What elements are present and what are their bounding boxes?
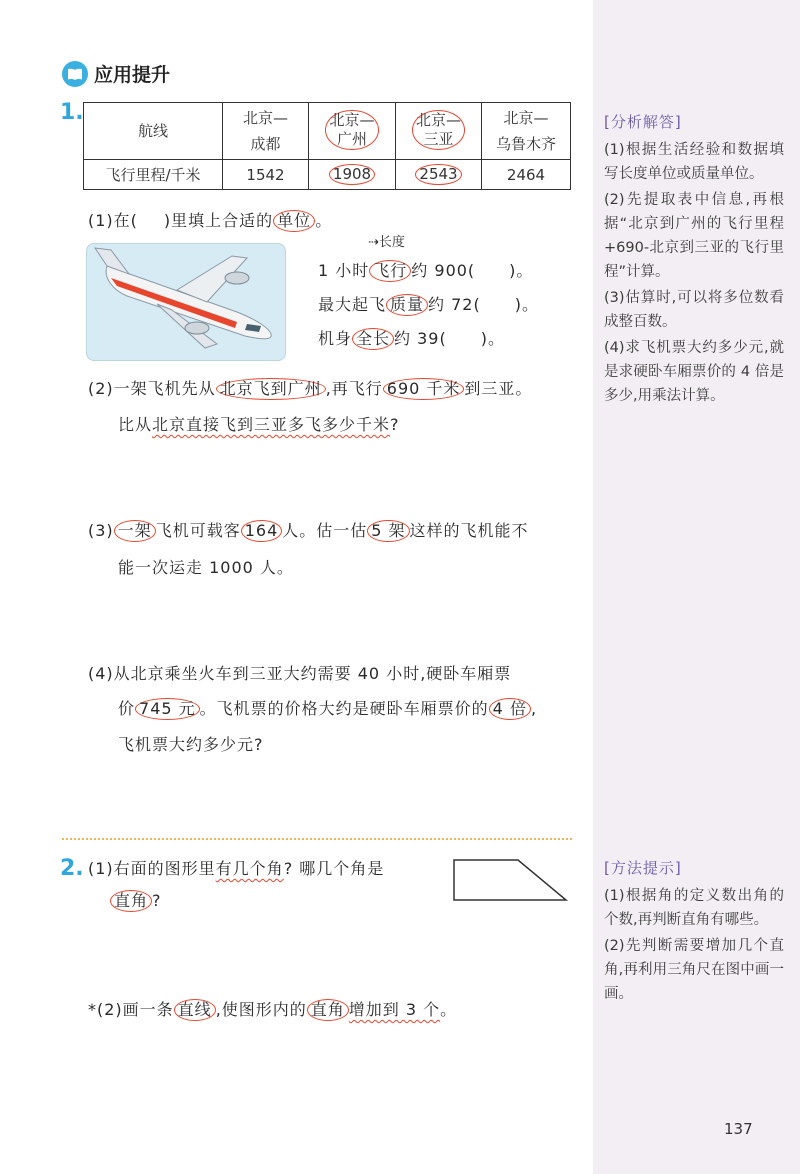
sub-question-3: (3) 一架 飞机可载客 164 人。估一估 5 架 这样的飞机能不 [88,521,529,540]
flight-table [83,102,571,190]
method-item: (1)根据角的定义数出角的个数,再判断直角有哪些。 [604,888,784,928]
annotation-circle: 164 [241,520,283,542]
section-divider [62,838,572,840]
sub-question-3-line2: 能一次运走 1000 人。 [118,558,294,577]
airplane-image [86,243,286,361]
sub-question-4-line2: 价 745 元 。飞机票的价格大约是硬卧车厢票价的 4 倍 , [118,699,538,718]
analysis-item: (1)根据生活经验和数据填写长度单位或质量单位。 [604,142,784,182]
annotation-circle: 直角 [307,999,349,1021]
analysis-item: (2)先提取表中信息,再根据“北京到广州的飞行里程+690-北京到三亚的飞行里程”计算。 [604,192,784,280]
table-row [84,160,571,190]
question-number: 2. [60,856,84,881]
sub-question-1: (1)在( )里填上合适的 单位 。 [88,211,333,230]
table-row [84,103,571,160]
analysis-item: (4)求飞机票大约多少元,就是求硬卧车厢票价的 4 倍是多少,用乘法计算。 [604,340,784,404]
fill-line: 1 小时 飞行 约 900( )。 [318,261,534,280]
annotation-circle: 全长 [352,328,394,350]
wavy-underline: 有几个角 [215,859,284,878]
sub-question-4: (4)从北京乘坐火车到三亚大约需要 40 小时,硬卧车厢票 [88,664,512,683]
table-cell [396,160,482,190]
annotation-circle: 北京— 三亚 [412,110,465,150]
fill-line: 最大起飞 质量 约 72( )。 [318,295,539,314]
table-cell [309,160,396,190]
question-number: 1. [60,100,84,125]
annotation-circle: 直线 [174,999,216,1021]
table-header-cell: 航线 [84,103,223,160]
q2-sub-question-1: (1)右面的图形里有几个角? 哪几个角是 [88,859,385,878]
annotation-circle: 北京飞到广州 [216,378,326,400]
analysis-panel [604,110,784,410]
annotation-circle: 5 架 [367,520,409,542]
book-icon [62,61,88,87]
annotation-circle: 一架 [114,520,156,542]
table-cell-route [309,103,396,160]
section-title-text: 应用提升 [94,64,171,86]
q2-sub-question-1-line2: 直角 ? [110,890,162,912]
table-cell-route [396,103,482,160]
annotation-circle: 1908 [329,164,375,185]
q2-sub-question-2: *(2)画一条 直线 ,使图形内的 直角 增加到 3 个。 [88,1000,458,1019]
wavy-underline: 增加到 3 个 [348,1000,441,1019]
sub-question-4-line3: 飞机票大约多少元? [118,735,264,754]
section-title [62,60,170,87]
annotation-circle: 单位 [273,210,315,232]
method-heading: [方法提示] [604,859,682,877]
annotation-circle: 直角 [110,890,152,912]
page-number: 137 [724,1120,753,1138]
table-cell: 1542 [223,160,309,190]
analysis-item: (3)估算时,可以将多位数看成整百数。 [604,290,784,330]
table-cell-route: 北京— 成都 [223,103,309,160]
table-cell: 2464 [482,160,571,190]
sub-question-2: (2)一架飞机先从 北京飞到广州 ,再飞行 690 千米 到三亚。 [88,379,533,398]
table-cell-route: 北京— 乌鲁木齐 [482,103,571,160]
analysis-heading: [分析解答] [604,113,682,131]
wavy-underline: 北京直接飞到三亚多飞多少千米 [152,415,391,434]
fill-line: 机身 全长 约 39( )。 [318,329,505,348]
annotation-note: ⇢长度 [368,235,405,250]
annotation-circle: 飞行 [369,260,411,282]
annotation-circle: 690 千米 [383,378,465,400]
trapezoid-figure [452,858,570,904]
annotation-circle: 北京— 广州 [325,110,378,150]
annotation-circle: 2543 [415,164,461,185]
table-row-label: 飞行里程/千米 [84,160,223,190]
method-item: (2)先判断需要增加几个直角,再利用三角尺在图中画一画。 [604,938,784,1002]
annotation-circle: 745 元 [135,698,200,720]
annotation-circle: 4 倍 [489,698,531,720]
arrow-icon: ⇢ [368,235,379,250]
method-panel [604,856,784,1008]
annotation-circle: 质量 [386,294,428,316]
sub-question-2-line2: 比从北京直接飞到三亚多飞多少千米? [118,415,400,434]
